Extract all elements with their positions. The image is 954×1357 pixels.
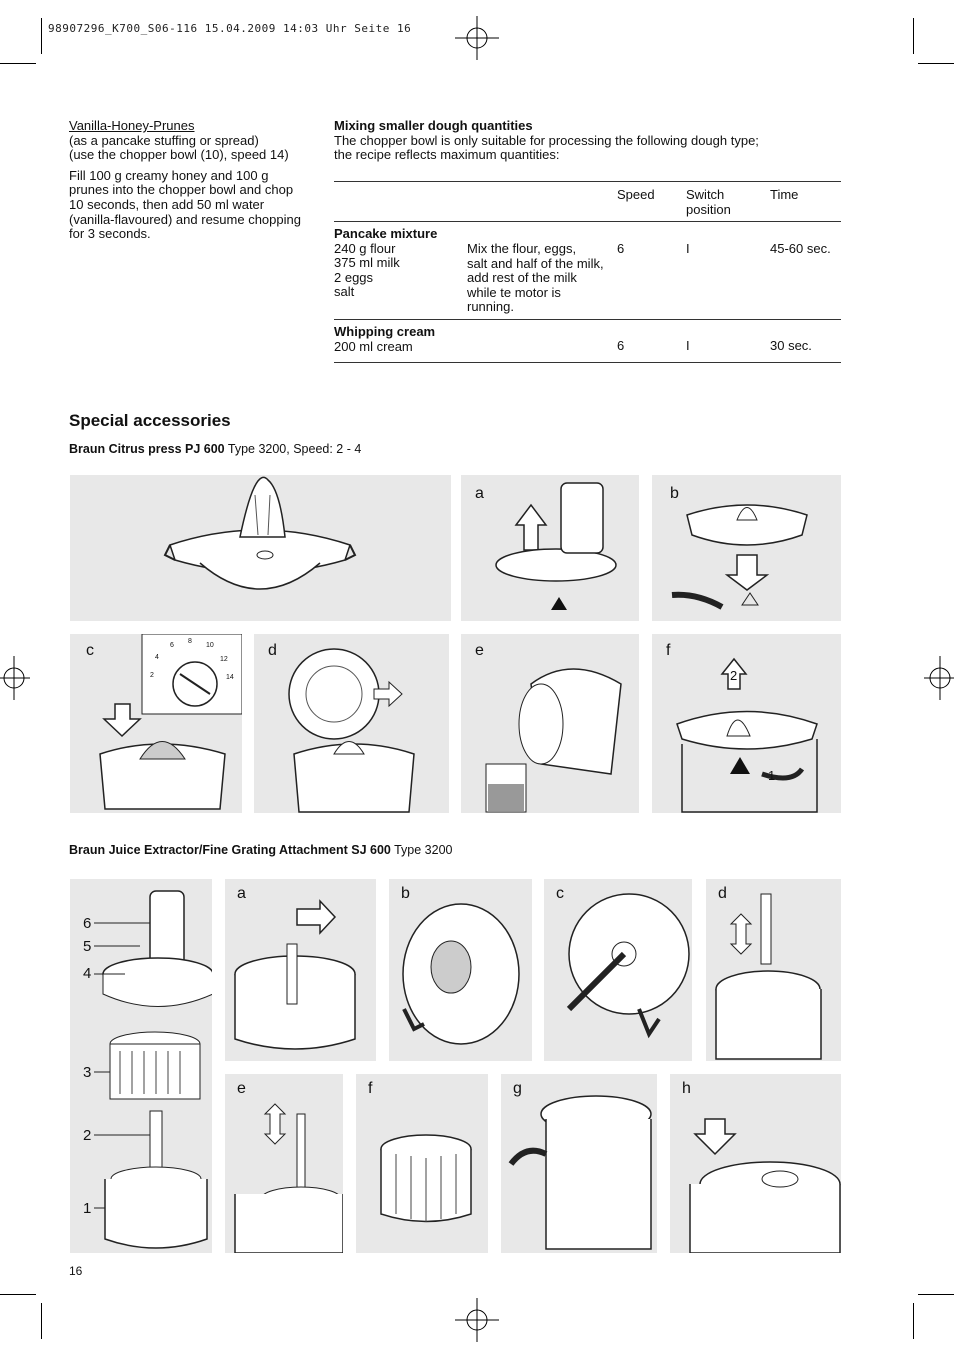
- registration-mark-icon: [455, 1298, 499, 1342]
- press-insert-icon: [652, 475, 841, 621]
- recipe-title: Vanilla-Honey-Prunes: [69, 118, 195, 133]
- crop-mark: [0, 1294, 36, 1295]
- recipe-subtitle: (use the chopper bowl (10), speed 14): [69, 147, 289, 163]
- lid-lock-icon: [501, 1074, 657, 1253]
- juice-figure-d: [706, 879, 841, 1061]
- figure-label: d: [268, 642, 277, 659]
- citrus-figure-d: [254, 634, 449, 813]
- figure-label: b: [401, 885, 410, 902]
- part-number: 5: [83, 938, 92, 955]
- recipe-line: 10 seconds, then add 50 ml water: [69, 196, 265, 212]
- row-ingredient: 375 ml milk: [334, 255, 400, 271]
- juice-figure-f: [356, 1074, 488, 1253]
- section-title: Special accessories: [69, 411, 231, 430]
- row-speed: 6: [617, 241, 625, 256]
- header-switch-line: Switch: [686, 187, 725, 202]
- registration-mark-icon: [455, 16, 499, 60]
- recipe-line: (vanilla-flavoured) and resume chopping: [69, 211, 301, 227]
- recipe-line: prunes into the chopper bowl and chop: [69, 182, 294, 198]
- step-number: 2: [730, 668, 738, 683]
- crop-mark: [918, 1294, 954, 1295]
- method-line: while te motor is: [467, 284, 561, 300]
- lid-remove-icon: [461, 475, 639, 621]
- juice-caption-rest: Type 3200: [390, 843, 453, 857]
- part-number: 3: [83, 1064, 92, 1081]
- recipe-line: Fill 100 g creamy honey and 100 g: [69, 167, 269, 183]
- print-header: 98907296_K700_S06-116 15.04.2009 14:03 Uhr Seite 16: [48, 22, 412, 35]
- dough-heading: Mixing smaller dough quantities: [334, 118, 533, 133]
- table-row: [334, 325, 464, 354]
- crop-mark: [913, 1303, 914, 1339]
- figure-label: e: [237, 1080, 246, 1097]
- header-switch: [686, 188, 731, 217]
- part-number: 4: [83, 965, 92, 982]
- crop-mark: [918, 63, 954, 64]
- figure-label: a: [475, 485, 484, 502]
- juice-figure-h: [670, 1074, 841, 1253]
- row-ingredient: salt: [334, 284, 355, 300]
- juice-figure-e: [225, 1074, 343, 1253]
- method-line: salt and half of the milk,: [467, 255, 604, 271]
- citrus-caption-rest: Type 3200, Speed: 2 - 4: [224, 442, 362, 456]
- citrus-figure-b: [652, 475, 841, 621]
- crop-mark: [41, 1303, 42, 1339]
- method-line: running.: [467, 299, 514, 315]
- juice-figure-a: [225, 879, 376, 1061]
- juice-caption-bold: Braun Juice Extractor/Fine Grating Attachment SJ 600: [69, 843, 391, 857]
- dial-number: 8: [188, 638, 192, 645]
- citrus-press-icon: [70, 475, 451, 621]
- table-rule: [334, 221, 841, 222]
- juice-caption: [69, 843, 453, 857]
- figure-label: g: [513, 1080, 522, 1097]
- row-ingredient: 2 eggs: [334, 269, 374, 285]
- row-ingredient: 200 ml cream: [334, 338, 413, 354]
- dial-number: 12: [220, 656, 228, 663]
- part-number: 1: [83, 1200, 92, 1217]
- dial-number: 4: [155, 654, 159, 661]
- citrus-figure-a: [461, 475, 639, 621]
- dial-number: 2: [150, 672, 154, 679]
- table-rule: [334, 181, 841, 182]
- recipe-block: [69, 119, 319, 242]
- method-line: add rest of the milk: [467, 270, 577, 286]
- filter-insert-icon: [225, 879, 376, 1061]
- registration-mark-icon: [924, 656, 954, 700]
- figure-label: c: [86, 642, 94, 659]
- figure-label: d: [718, 885, 727, 902]
- crop-mark: [913, 18, 914, 54]
- juice-figure-g: [501, 1074, 657, 1253]
- press-down-icon: [670, 1074, 841, 1253]
- row-ingredient: 240 g flour: [334, 240, 396, 256]
- juice-figure-c: [544, 879, 692, 1061]
- remove-basket-icon: [225, 1074, 343, 1253]
- citrus-caption-bold: Braun Citrus press PJ 600: [69, 442, 225, 456]
- step-number: 1: [768, 768, 776, 783]
- row-name: Pancake mixture: [334, 226, 438, 241]
- citrus-figure-f: [652, 634, 841, 813]
- dough-intro: [334, 119, 841, 163]
- dial-number: 10: [206, 642, 214, 649]
- part-number: 6: [83, 915, 92, 932]
- crop-mark: [0, 63, 36, 64]
- pouring-icon: [461, 634, 639, 813]
- row-time: 45-60 sec.: [770, 241, 831, 256]
- header-speed: Speed: [617, 187, 655, 202]
- figure-label: a: [237, 885, 246, 902]
- figure-label: c: [556, 885, 564, 902]
- dough-intro-line: the recipe reflects maximum quantities:: [334, 147, 560, 163]
- recipe-subtitle: (as a pancake stuffing or spread): [69, 132, 259, 148]
- figure-label: h: [682, 1080, 691, 1097]
- disc-install-icon: [389, 879, 532, 1061]
- row-speed: 6: [617, 338, 625, 353]
- table-rule: [334, 362, 841, 363]
- row-switch: I: [686, 241, 690, 256]
- row-time: 30 sec.: [770, 338, 812, 353]
- juice-parts-figure: [70, 879, 212, 1253]
- part-number: 2: [83, 1127, 92, 1144]
- citrus-figure-main: [70, 475, 451, 621]
- method-line: Mix the flour, eggs,: [467, 241, 577, 256]
- filter-basket-icon: [356, 1074, 488, 1253]
- citrus-caption: [69, 442, 361, 456]
- dial-number: 14: [226, 674, 234, 681]
- figure-label: f: [666, 642, 671, 659]
- dial-number: 6: [170, 642, 174, 649]
- crop-mark: [41, 18, 42, 54]
- grating-disc-icon: [544, 879, 692, 1061]
- assembly-icon: [254, 634, 449, 813]
- dough-intro-line: The chopper bowl is only suitable for processing the following dough type;: [334, 132, 759, 148]
- citrus-figure-c: [70, 634, 242, 813]
- disc-remove-icon: [706, 879, 841, 1061]
- table-rule: [334, 319, 841, 320]
- figure-label: e: [475, 642, 484, 659]
- header-switch-line: position: [686, 201, 731, 217]
- page-number: 16: [69, 1264, 83, 1278]
- remove-press-icon: [652, 634, 841, 813]
- juice-figure-b: [389, 879, 532, 1061]
- figure-label: f: [368, 1080, 373, 1097]
- header-time: Time: [770, 187, 799, 202]
- citrus-figure-e: [461, 634, 639, 813]
- row-method: [467, 242, 617, 315]
- figure-label: b: [670, 485, 679, 502]
- table-row: [334, 227, 464, 300]
- recipe-line: for 3 seconds.: [69, 226, 151, 242]
- registration-mark-icon: [0, 656, 30, 700]
- row-switch: I: [686, 338, 690, 353]
- row-name: Whipping cream: [334, 324, 436, 339]
